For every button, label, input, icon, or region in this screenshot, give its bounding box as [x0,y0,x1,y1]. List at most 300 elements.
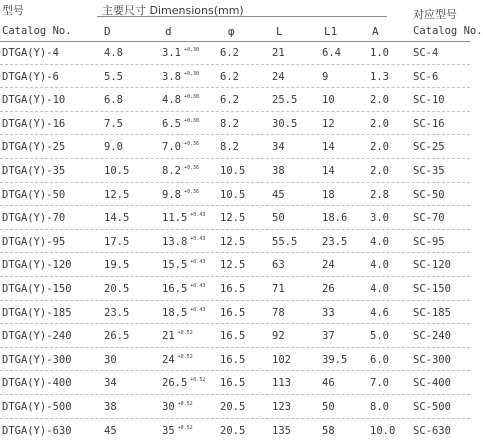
hole-diameter-cell [220,401,245,413]
corresponding-model-cell-value: SC-400 [413,377,451,389]
catalog-number-cell-value: DTGA(Y)-120 [2,259,72,271]
corresponding-model-cell [413,212,445,224]
catalog-number-cell-value: DTGA(Y)-185 [2,307,72,319]
catalog-number-cell-value: DTGA(Y)-50 [2,189,65,201]
corresponding-model-cell-value: SC-50 [413,189,445,201]
catalog-number-cell [2,307,72,319]
length-l1-cell-value: 9 [322,71,328,83]
catalog-number-cell [2,141,65,153]
catalog-number-cell [2,330,72,342]
length-l1-cell [322,330,335,342]
hole-diameter-cell [220,189,245,201]
hole-diameter-cell-value: 6.2 [220,47,239,59]
corresponding-model-cell [413,236,445,248]
corresponding-model-cell [413,118,445,130]
thickness-a-cell [370,259,389,271]
inner-diameter-cell-value: 11.5 [162,212,187,224]
table-row [0,301,470,325]
catalog-number-cell-value: DTGA(Y)-25 [2,141,65,153]
length-cell [272,330,285,342]
length-cell-value: 123 [272,401,291,413]
length-cell [272,165,285,177]
length-l1-cell-value: 50 [322,401,335,413]
length-cell [272,71,285,83]
outer-diameter-cell [104,212,129,224]
length-cell-value: 30.5 [272,118,297,130]
inner-diameter-cell [162,141,199,153]
hole-diameter-cell [220,354,245,366]
thickness-a-cell [370,47,389,59]
length-l1-cell-value: 33 [322,307,335,319]
length-cell-value: 25.5 [272,94,297,106]
catalog-number-cell-value: DTGA(Y)-10 [2,94,65,106]
outer-diameter-cell-value: 34 [104,377,117,389]
inner-diameter-cell [162,189,199,201]
length-cell [272,212,285,224]
catalog-number-cell-value: DTGA(Y)-630 [2,425,72,437]
hole-diameter-cell-value: 16.5 [220,354,245,366]
inner-diameter-cell [162,330,193,342]
outer-diameter-cell-value: 6.8 [104,94,123,106]
corresponding-model-cell [413,330,451,342]
length-l1-cell-value: 24 [322,259,335,271]
corresponding-model-cell-value: SC-120 [413,259,451,271]
catalog-number-cell [2,118,65,130]
corresponding-model-cell [413,259,451,271]
outer-diameter-cell-value: 12.5 [104,189,129,201]
corresponding-model-cell [413,401,451,413]
inner-diameter-cell [162,47,199,59]
table-body [0,41,470,441]
corresponding-model-cell-value: SC-4 [413,47,438,59]
corresponding-model-cell-value: SC-6 [413,71,438,83]
outer-diameter-cell-value: 23.5 [104,307,129,319]
length-cell [272,94,297,106]
length-cell-value: 63 [272,259,285,271]
corresponding-model-cell-value: SC-500 [413,401,451,413]
length-l1-cell [322,425,335,437]
length-cell [272,47,285,59]
length-cell [272,377,291,389]
tolerance-superscript: +0.52 [178,354,193,360]
corresponding-model-cell-value: SC-25 [413,141,445,153]
length-l1-cell [322,141,335,153]
table-row [0,395,470,419]
outer-diameter-cell [104,425,117,437]
corresponding-model-cell-value: SC-150 [413,283,451,295]
corresponding-model-cell-value: SC-10 [413,94,445,106]
corresponding-model-cell-value: SC-240 [413,330,451,342]
corresponding-model-cell [413,354,451,366]
table-row [0,159,470,183]
inner-diameter-cell-value: 8.2 [162,165,181,177]
thickness-a-cell-value: 6.0 [370,354,389,366]
tolerance-superscript: +0.43 [190,212,205,218]
hole-diameter-cell-value: 10.5 [220,165,245,177]
thickness-a-cell-value: 8.0 [370,401,389,413]
outer-diameter-cell-value: 26.5 [104,330,129,342]
tolerance-superscript: +0.52 [190,377,205,383]
length-l1-cell [322,71,328,83]
inner-diameter-cell-value: 3.8 [162,71,181,83]
thickness-a-cell [370,354,389,366]
outer-diameter-cell-value: 45 [104,425,117,437]
thickness-a-cell [370,118,389,130]
thickness-a-cell [370,377,389,389]
tolerance-superscript: +0.30 [184,71,199,77]
thickness-a-cell-value: 4.6 [370,307,389,319]
catalog-number-cell-value: DTGA(Y)-6 [2,71,59,83]
length-l1-cell-value: 26 [322,283,335,295]
inner-diameter-cell [162,401,193,413]
length-cell [272,425,291,437]
thickness-a-cell-value: 10.0 [370,425,395,437]
catalog-number-cell [2,377,72,389]
hole-diameter-cell [220,259,245,271]
thickness-a-cell-value: 2.0 [370,165,389,177]
hole-diameter-cell-value: 6.2 [220,94,239,106]
thickness-a-cell-value: 3.0 [370,212,389,224]
outer-diameter-cell [104,259,129,271]
hole-diameter-cell [220,330,245,342]
hole-diameter-cell [220,307,245,319]
outer-diameter-cell [104,377,117,389]
hole-diameter-cell-value: 20.5 [220,401,245,413]
length-l1-cell [322,354,347,366]
outer-diameter-cell [104,401,117,413]
catalog-header-right: Catalog No. [413,25,483,37]
hole-diameter-cell [220,94,239,106]
length-l1-cell [322,94,335,106]
length-cell-value: 34 [272,141,285,153]
thickness-a-cell [370,236,389,248]
length-cell-value: 71 [272,283,285,295]
length-cell [272,354,291,366]
inner-diameter-cell [162,425,193,437]
length-cell-value: 21 [272,47,285,59]
length-cell [272,189,285,201]
length-l1-cell-value: 14 [322,165,335,177]
thickness-a-cell-value: 4.0 [370,259,389,271]
catalog-number-cell [2,71,59,83]
length-l1-cell-value: 14 [322,141,335,153]
inner-diameter-cell [162,283,205,295]
table-row [0,135,470,159]
tolerance-superscript: +0.43 [190,307,205,313]
corresponding-model-cell-value: SC-35 [413,165,445,177]
thickness-a-cell-value: 7.0 [370,377,389,389]
corresponding-model-cell [413,307,451,319]
length-l1-cell-value: 37 [322,330,335,342]
inner-diameter-cell [162,307,205,319]
hole-diameter-cell-value: 8.2 [220,118,239,130]
thickness-a-cell [370,141,389,153]
length-cell-value: 135 [272,425,291,437]
length-l1-cell [322,283,335,295]
outer-diameter-cell [104,94,123,106]
inner-diameter-cell [162,71,199,83]
length-cell [272,236,297,248]
thickness-a-cell-value: 4.0 [370,283,389,295]
inner-diameter-cell-value: 30 [162,401,175,413]
column-header-phi: φ [228,25,235,38]
column-header-L1: L1 [324,25,337,38]
length-l1-cell-value: 12 [322,118,335,130]
corresponding-model-cell [413,377,451,389]
tolerance-superscript: +0.30 [184,94,199,100]
outer-diameter-cell [104,307,129,319]
tolerance-superscript: +0.52 [178,330,193,336]
length-cell [272,401,291,413]
table-row [0,230,470,254]
inner-diameter-cell-value: 16.5 [162,283,187,295]
tolerance-superscript: +0.43 [190,283,205,289]
catalog-number-cell [2,212,65,224]
thickness-a-cell [370,94,389,106]
corresponding-model-cell [413,283,451,295]
thickness-a-cell [370,212,389,224]
tolerance-superscript: +0.43 [190,236,205,242]
catalog-number-cell [2,259,72,271]
tolerance-superscript: +0.30 [184,118,199,124]
outer-diameter-cell [104,354,117,366]
tolerance-superscript: +0.43 [190,259,205,265]
length-l1-cell [322,118,335,130]
inner-diameter-cell [162,377,205,389]
outer-diameter-cell [104,118,123,130]
outer-diameter-cell [104,141,123,153]
corresponding-model-cell [413,47,438,59]
hole-diameter-cell [220,165,245,177]
outer-diameter-cell-value: 38 [104,401,117,413]
thickness-a-cell [370,330,389,342]
length-l1-cell-value: 18.6 [322,212,347,224]
length-l1-cell-value: 6.4 [322,47,341,59]
length-cell [272,259,285,271]
inner-diameter-cell [162,118,199,130]
catalog-number-cell [2,165,65,177]
length-l1-cell [322,165,335,177]
table-row [0,183,470,207]
length-l1-cell-value: 10 [322,94,335,106]
inner-diameter-cell-value: 3.1 [162,47,181,59]
thickness-a-cell-value: 2.0 [370,118,389,130]
corresponding-model-cell [413,425,451,437]
catalog-number-cell-value: DTGA(Y)-70 [2,212,65,224]
outer-diameter-cell [104,283,129,295]
catalog-number-cell-value: DTGA(Y)-240 [2,330,72,342]
length-cell-value: 92 [272,330,285,342]
outer-diameter-cell [104,47,123,59]
hole-diameter-cell [220,236,245,248]
corresponding-model-cell [413,94,445,106]
hole-diameter-cell [220,425,245,437]
thickness-a-cell [370,283,389,295]
table-row [0,253,470,277]
thickness-a-cell [370,425,395,437]
outer-diameter-cell-value: 7.5 [104,118,123,130]
catalog-number-cell [2,354,72,366]
length-cell-value: 102 [272,354,291,366]
length-l1-cell-value: 39.5 [322,354,347,366]
length-cell-value: 50 [272,212,285,224]
catalog-number-cell-value: DTGA(Y)-300 [2,354,72,366]
column-header-D: D [104,25,111,38]
catalog-number-cell-value: DTGA(Y)-95 [2,236,65,248]
corresponding-model-cell-value: SC-16 [413,118,445,130]
corresponding-model-cell-value: SC-95 [413,236,445,248]
column-header-A: A [372,25,379,38]
hole-diameter-cell [220,118,239,130]
length-cell [272,307,285,319]
tolerance-superscript: +0.36 [184,189,199,195]
thickness-a-cell [370,401,389,413]
inner-diameter-cell [162,259,205,271]
inner-diameter-cell [162,212,205,224]
length-l1-cell [322,401,335,413]
table-row [0,324,470,348]
thickness-a-cell-value: 4.0 [370,236,389,248]
inner-diameter-cell-value: 9.8 [162,189,181,201]
table-row [0,348,470,372]
inner-diameter-cell-value: 4.8 [162,94,181,106]
inner-diameter-cell-value: 35 [162,425,175,437]
hole-diameter-cell [220,377,245,389]
length-l1-cell [322,189,335,201]
length-l1-cell [322,236,347,248]
outer-diameter-cell [104,165,129,177]
tolerance-superscript: +0.36 [184,141,199,147]
outer-diameter-cell-value: 30 [104,354,117,366]
corresponding-model-cell [413,141,445,153]
catalog-header-left: Catalog No. [2,25,72,37]
length-cell-value: 55.5 [272,236,297,248]
length-cell [272,118,297,130]
length-l1-cell-value: 46 [322,377,335,389]
thickness-a-cell [370,71,389,83]
hole-diameter-cell-value: 16.5 [220,330,245,342]
corresponding-model-cell-value: SC-70 [413,212,445,224]
outer-diameter-cell-value: 19.5 [104,259,129,271]
catalog-number-cell [2,47,59,59]
inner-diameter-cell-value: 24 [162,354,175,366]
catalog-number-cell-value: DTGA(Y)-4 [2,47,59,59]
length-l1-cell-value: 18 [322,189,335,201]
length-l1-cell-value: 58 [322,425,335,437]
tolerance-superscript: +0.36 [184,165,199,171]
dimensions-divider [97,16,387,17]
catalog-number-cell-value: DTGA(Y)-150 [2,283,72,295]
catalog-number-cell [2,189,65,201]
catalog-number-cell [2,425,72,437]
tolerance-superscript: +0.52 [178,425,193,431]
catalog-number-cell [2,236,65,248]
corresponding-model-cell-value: SC-630 [413,425,451,437]
length-l1-cell [322,259,335,271]
inner-diameter-cell [162,236,205,248]
outer-diameter-cell-value: 14.5 [104,212,129,224]
corresponding-model-cell-value: SC-300 [413,354,451,366]
corresponding-model-header-cn: 对应型号 [413,6,457,22]
inner-diameter-cell-value: 13.8 [162,236,187,248]
table-row [0,419,470,441]
length-cell-value: 78 [272,307,285,319]
hole-diameter-cell-value: 12.5 [220,212,245,224]
table-header [0,0,470,42]
length-l1-cell [322,307,335,319]
hole-diameter-cell [220,212,245,224]
hole-diameter-cell-value: 6.2 [220,71,239,83]
tolerance-superscript: +0.30 [184,47,199,53]
corresponding-model-cell [413,165,445,177]
inner-diameter-cell-value: 6.5 [162,118,181,130]
outer-diameter-cell [104,236,129,248]
hole-diameter-cell [220,47,239,59]
hole-diameter-cell [220,71,239,83]
tolerance-superscript: +0.52 [178,401,193,407]
outer-diameter-cell-value: 17.5 [104,236,129,248]
length-l1-cell-value: 23.5 [322,236,347,248]
hole-diameter-cell-value: 16.5 [220,307,245,319]
outer-diameter-cell [104,71,123,83]
corresponding-model-cell [413,189,445,201]
inner-diameter-cell [162,165,199,177]
thickness-a-cell-value: 5.0 [370,330,389,342]
inner-diameter-cell [162,94,199,106]
outer-diameter-cell [104,330,129,342]
thickness-a-cell-value: 2.0 [370,141,389,153]
corresponding-model-cell-value: SC-185 [413,307,451,319]
inner-diameter-cell-value: 26.5 [162,377,187,389]
length-cell-value: 45 [272,189,285,201]
hole-diameter-cell-value: 16.5 [220,377,245,389]
hole-diameter-cell-value: 20.5 [220,425,245,437]
outer-diameter-cell-value: 4.8 [104,47,123,59]
thickness-a-cell-value: 1.0 [370,47,389,59]
corresponding-model-cell [413,71,438,83]
thickness-a-cell-value: 2.8 [370,189,389,201]
table-row [0,65,470,89]
outer-diameter-cell-value: 9.0 [104,141,123,153]
table-row [0,112,470,136]
outer-diameter-cell-value: 5.5 [104,71,123,83]
thickness-a-cell [370,307,389,319]
table-row [0,277,470,301]
catalog-number-cell-value: DTGA(Y)-35 [2,165,65,177]
hole-diameter-cell-value: 12.5 [220,236,245,248]
inner-diameter-cell [162,354,193,366]
model-header-cn: 型号 [2,2,24,18]
hole-diameter-cell-value: 12.5 [220,259,245,271]
table-row [0,88,470,112]
table-row [0,371,470,395]
inner-diameter-cell-value: 18.5 [162,307,187,319]
catalog-number-cell [2,283,72,295]
hole-diameter-cell [220,141,239,153]
outer-diameter-cell-value: 10.5 [104,165,129,177]
dimensions-header: 主要尺寸 Dimensions(mm) [102,2,244,18]
catalog-number-cell-value: DTGA(Y)-400 [2,377,72,389]
length-l1-cell [322,212,347,224]
catalog-number-cell-value: DTGA(Y)-500 [2,401,72,413]
length-cell-value: 24 [272,71,285,83]
length-cell-value: 38 [272,165,285,177]
length-cell [272,141,285,153]
thickness-a-cell [370,165,389,177]
inner-diameter-cell-value: 7.0 [162,141,181,153]
column-header-d: d [165,25,172,38]
outer-diameter-cell [104,189,129,201]
